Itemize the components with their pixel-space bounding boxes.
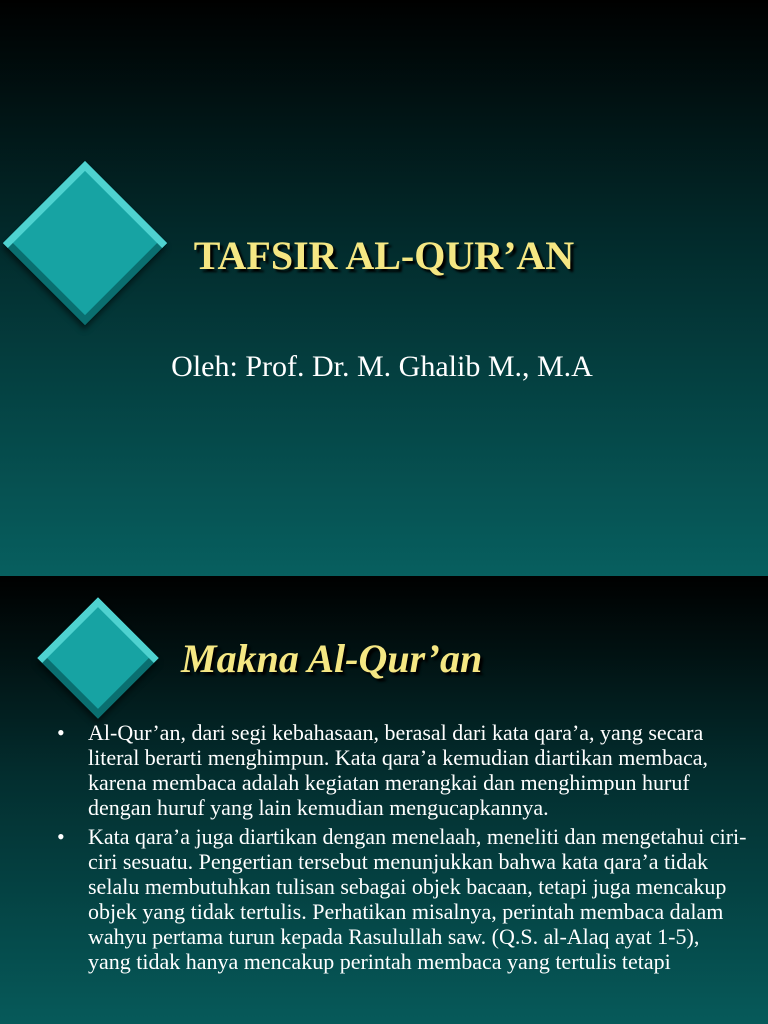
bullet-text: Al-Qur’an, dari segi kebahasaan, berasal dari kata qara’a, yang secara literal berarti menghimpun. Kata qara’a kemudian diartikan membaca, karena membaca adalah kegiatan merangkai dan menghimpun huruf dengan huruf yang lain kemudian mengucapkannya. bbox=[88, 720, 709, 820]
content-slide bbox=[0, 576, 768, 1024]
bullet-text: Kata qara’a juga diartikan dengan menelaah, meneliti dan mengetahui ciri-ciri sesuatu. Pengertian tersebut menunjukkan bahwa kata qara’a tidak selalu membutuhkan tulisan sebagai objek bacaan, tetapi juga mencakup objek yang tidak tertulis. Perhatikan misalnya, perintah membaca dalam wahyu pertama turun kepada Rasulullah saw. (Q.S. al-Alaq ayat 1-5), yang tidak hanya mencakup perintah membaca yang tertulis tetapi bbox=[88, 824, 747, 974]
slide-subtitle: Oleh: Prof. Dr. M. Ghalib M., M.A bbox=[171, 350, 593, 383]
diamond-icon bbox=[37, 597, 159, 719]
bullet-item bbox=[57, 824, 747, 974]
bullet-icon: • bbox=[57, 720, 65, 745]
bullet-icon: • bbox=[57, 824, 65, 849]
bullet-list bbox=[57, 720, 747, 978]
slide-title: TAFSIR AL-QUR’AN bbox=[193, 233, 575, 278]
bullet-item bbox=[57, 720, 747, 820]
slide-heading: Makna Al-Qur’an bbox=[181, 636, 483, 681]
